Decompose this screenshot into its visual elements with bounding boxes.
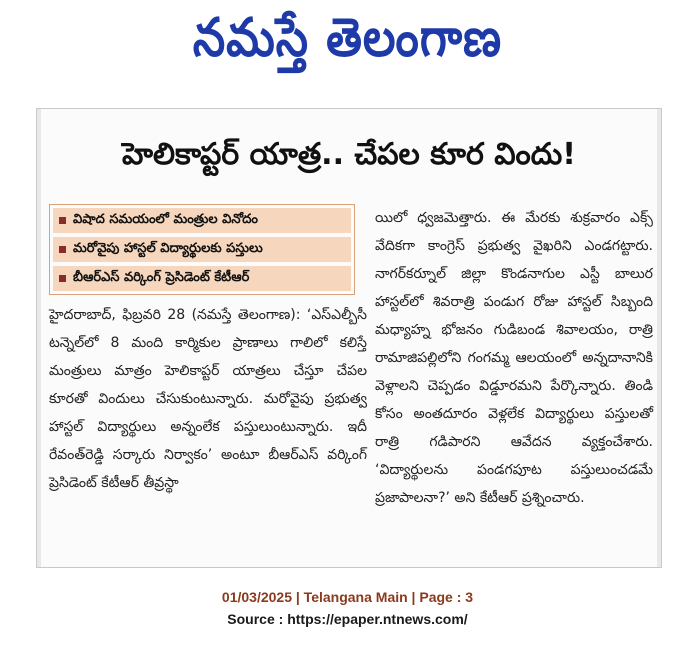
masthead-title: నమస్తే తెలంగాణ — [192, 6, 503, 69]
article-column-left — [49, 204, 367, 497]
body-text-left: ‘ఎస్ఎల్బీసీ టన్నెల్‌లో 8 మంది కార్మికుల ప్రాణాలు గాలిలో కలిస్తే మంత్రులు మాత్రం హెలికాప్టర్ యాత్రలు చేస్తూ చేపల కూరతో విందులు చేసుకుంటున్నారు. మరోవైపు ప్రభుత్వ హాస్టల్ విద్యార్థులు అన్నంలేక పస్తులుంటున్నారు. ఇదీ రేవంత్‌రెడ్డి సర్కారు నిర్వాకం’ అంటూ బీఆర్ఎస్ వర్కింగ్ ప్రెసిడెంట్ కేటీఆర్ తీవ్రస్థా — [49, 307, 367, 491]
kicker-item — [53, 266, 351, 291]
bullet-icon — [59, 217, 66, 224]
kicker-box — [49, 204, 355, 295]
source-link[interactable]: Source : https://epaper.ntnews.com/ — [227, 611, 468, 627]
kicker-item — [53, 237, 351, 262]
clip-edge — [657, 109, 661, 567]
kicker-text: బీఆర్ఎస్ వర్కింగ్ ప్రెసిడెంట్ కేటీఆర్ — [73, 269, 250, 285]
article-body-left — [49, 301, 367, 497]
clip-edge — [37, 109, 41, 567]
article-headline: హెలికాప్టర్ యాత్ర.. చేపల కూర విందు! — [122, 137, 576, 172]
footer — [0, 586, 695, 630]
body-text-right: యిలో ధ్వజమెత్తారు. ఈ మేరకు శుక్రవారం ఎక్స్ వేదికగా కాంగ్రెస్ ప్రభుత్వ వైఖరిని ఎండగట్టారు. నాగర్‌కర్నూల్ జిల్లా కొండనాగుల ఎస్టీ బాలుర హాస్టల్‌లో శివరాత్రి పండుగ రోజు హాస్టల్ సిబ్బంది మధ్యాహ్న భోజనం గుడిబండ శివాలయం, రాత్రి రామాజిపల్లిలోని గంగమ్మ ఆలయంలో అన్నదానానికి వెళ్లాలని చెప్పడం విడ్డూరమని పేర్కొన్నారు. తిండి కోసం అంతదూరం వెళ్లలేక విద్యార్థులు పస్తులతో రాత్రి గడిపారని ఆవేదన వ్యక్తంచేశారు. ‘విద్యార్థులను పండగపూట పస్తులుంచడమే ప్రజాపాలనా?’ అని కేటీఆర్ ప్రశ్నించారు. — [375, 210, 653, 506]
dateline: హైదరాబాద్, ఫిబ్రవరి 28 (నమస్తే తెలంగాణ): — [49, 307, 301, 323]
article-column-right — [375, 204, 653, 512]
masthead — [0, 0, 695, 88]
kicker-text: విషాద సమయంలో మంత్రుల వినోదం — [73, 211, 258, 227]
kicker-text: మరోవైపు హాస్టల్ విద్యార్థులకు పస్తులు — [73, 240, 263, 256]
bullet-icon — [59, 246, 66, 253]
kicker-item — [53, 208, 351, 233]
news-clipping — [36, 108, 662, 568]
bullet-icon — [59, 275, 66, 282]
edition-info: 01/03/2025 | Telangana Main | Page : 3 — [221, 589, 474, 605]
